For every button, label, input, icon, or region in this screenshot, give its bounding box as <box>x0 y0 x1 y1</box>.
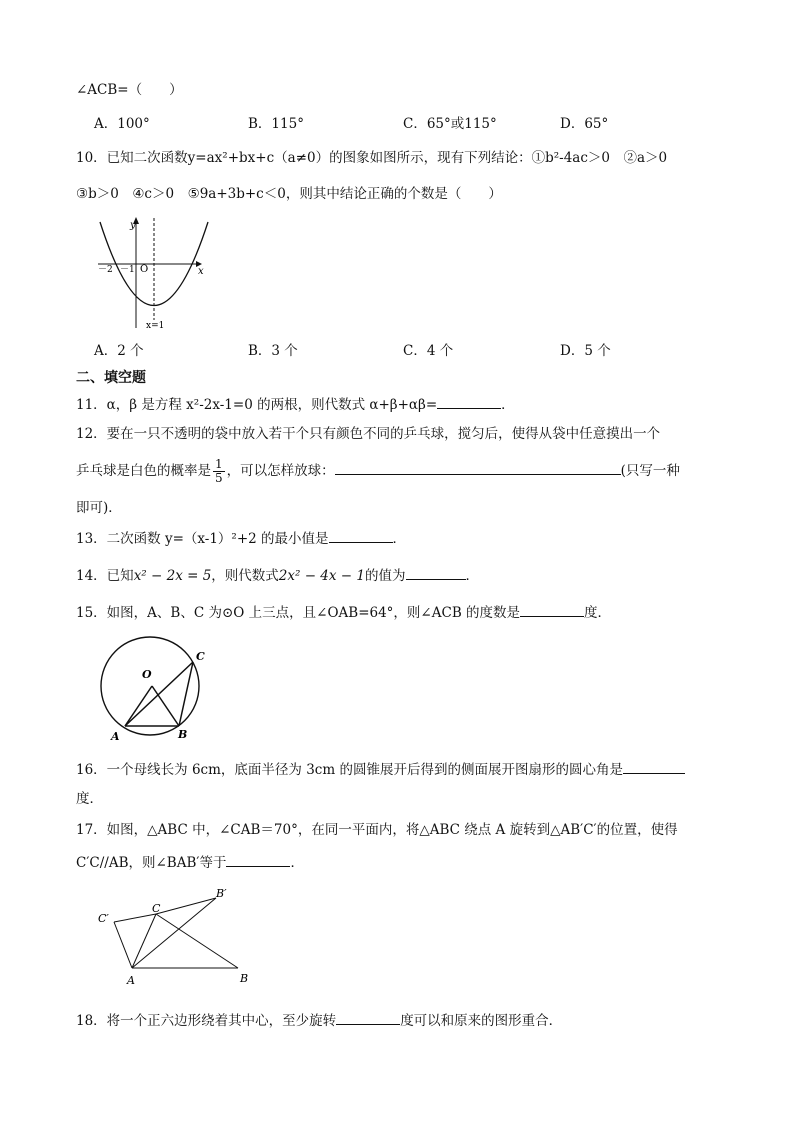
segment-ob <box>152 686 179 726</box>
fraction-denominator: 5 <box>215 471 223 485</box>
q13-answer-blank[interactable] <box>329 528 393 543</box>
q17-text: C′C//AB，则∠BAB′等于 <box>76 855 227 871</box>
q11-answer-blank[interactable] <box>437 394 501 409</box>
q9-option-d: D．65° <box>560 116 609 132</box>
q13-end: ． <box>392 531 407 547</box>
q12-text-before: 乒乓球是白色的概率是 <box>76 463 211 479</box>
q17-answer-blank[interactable] <box>226 852 290 867</box>
q10-option-a: A．2 个 <box>94 343 144 359</box>
q11-end: ． <box>501 397 515 413</box>
q12-text-after: (只写一种 <box>620 463 680 479</box>
segment-ac <box>125 662 193 726</box>
q16-answer-blank[interactable] <box>623 759 685 774</box>
point-a-label: A <box>111 730 120 743</box>
fraction-numerator: 1 <box>215 457 223 471</box>
q17-end: ． <box>290 855 304 871</box>
point-c-prime-label: C′ <box>98 912 109 925</box>
q10-option-d: D．5 个 <box>560 343 611 359</box>
q18-text: 18．将一个正六边形绕着其中心，至少旋转 <box>76 1013 337 1029</box>
segment-a-b1 <box>132 898 216 968</box>
q10-stem-line2: ③b＞0 ④c＞0 ⑤9a+3b+c＜0，则其中结论正确的个数是（ ） <box>76 186 502 202</box>
q16-stem-line1 <box>76 759 685 780</box>
q12-stem-line2 <box>76 458 680 485</box>
rotation-figure <box>94 884 258 990</box>
q18-end: 度可以和原来的图形重合． <box>400 1013 563 1029</box>
q14-expression-given: x² − 2x = 5 <box>133 568 212 584</box>
point-b-label: B <box>240 972 249 985</box>
circle-o <box>101 637 199 735</box>
point-c-label: C <box>152 902 161 915</box>
q9-option-c: C．65°或115° <box>403 116 497 132</box>
parabola-graph <box>96 214 218 332</box>
section-fill-in-blank-title: 二、填空题 <box>76 370 146 386</box>
q11-stem <box>76 394 515 415</box>
q13-stem <box>76 528 406 549</box>
q15-text: 15．如图，A、B、C 为⊙O 上三点，且∠OAB=64°，则∠ACB 的度数是 <box>76 605 521 621</box>
q14-stem <box>76 565 479 586</box>
q15-stem <box>76 602 611 623</box>
q13-text: 13．二次函数 y=（x-1）²+2 的最小值是 <box>76 531 329 547</box>
q17-stem-line1: 17．如图，△ABC 中，∠CAB＝70°，在同一平面内，将△ABC 绕点 A 旋转到△AB′C′的位置，使得 <box>76 822 678 838</box>
q14-answer-blank[interactable] <box>406 565 466 580</box>
neg-two-label: －2 <box>98 265 113 275</box>
point-a-label: A <box>127 974 135 987</box>
q10-option-b: B．3 个 <box>248 343 298 359</box>
axis-equation-label: x=1 <box>146 321 165 331</box>
neg-one-label: －1 <box>120 265 135 275</box>
q9-stem-tail: ∠ACB=（ ） <box>76 82 183 98</box>
q14-text-mid2: 的值为 <box>365 568 406 584</box>
q10-option-c: C．4 个 <box>403 343 454 359</box>
q12-answer-blank[interactable] <box>335 460 621 475</box>
segment-c-b <box>156 914 238 968</box>
point-c-label: C <box>196 650 205 663</box>
segment-bc <box>179 662 193 726</box>
y-label: y <box>130 220 136 231</box>
circle-figure <box>96 634 218 746</box>
origin-label: O <box>140 264 149 275</box>
q15-end: 度． <box>584 605 612 621</box>
q10-stem-line1: 10．已知二次函数y=ax²+bx+c（a≠0）的图象如图所示，现有下列结论：①b²-4ac＞0 ②a＞0 <box>76 150 668 166</box>
q12-stem-line1: 12．要在一只不透明的袋中放入若干个只有颜色不同的乒乓球，搅匀后，使得从袋中任意摸出一个 <box>76 426 661 442</box>
q15-answer-blank[interactable] <box>520 602 584 617</box>
probability-fraction <box>213 458 225 485</box>
q14-expression-target: 2x² − 4x − 1 <box>278 568 365 584</box>
q16-text: 16．一个母线长为 6cm，底面半径为 3cm 的圆锥展开后得到的侧面展开图扇形的圆心角是 <box>76 762 623 778</box>
q14-text: 14．已知 <box>76 568 134 584</box>
segment-c1-c <box>114 914 156 922</box>
point-o-label: O <box>142 668 152 681</box>
q12-text-mid: ，可以怎样放球： <box>226 463 335 479</box>
q14-text-mid: ，则代数式 <box>211 568 279 584</box>
point-b-prime-label: B′ <box>216 887 227 900</box>
point-b-label: B <box>178 728 188 741</box>
segment-oa <box>125 686 152 726</box>
q11-text: 11．α，β 是方程 x²-2x-1=0 的两根，则代数式 α+β+αβ= <box>76 397 438 413</box>
q14-end: ． <box>465 568 479 584</box>
segment-a-c <box>132 914 156 968</box>
q9-option-a: A．100° <box>94 116 150 132</box>
q18-stem <box>76 1010 562 1031</box>
segment-c1-a <box>114 922 132 968</box>
x-label: x <box>198 266 204 277</box>
q18-answer-blank[interactable] <box>336 1010 400 1025</box>
q16-stem-line2: 度． <box>76 791 103 807</box>
q12-stem-line3: 即可)． <box>76 500 122 516</box>
q9-option-b: B．115° <box>248 116 304 132</box>
q17-stem-line2 <box>76 852 304 873</box>
